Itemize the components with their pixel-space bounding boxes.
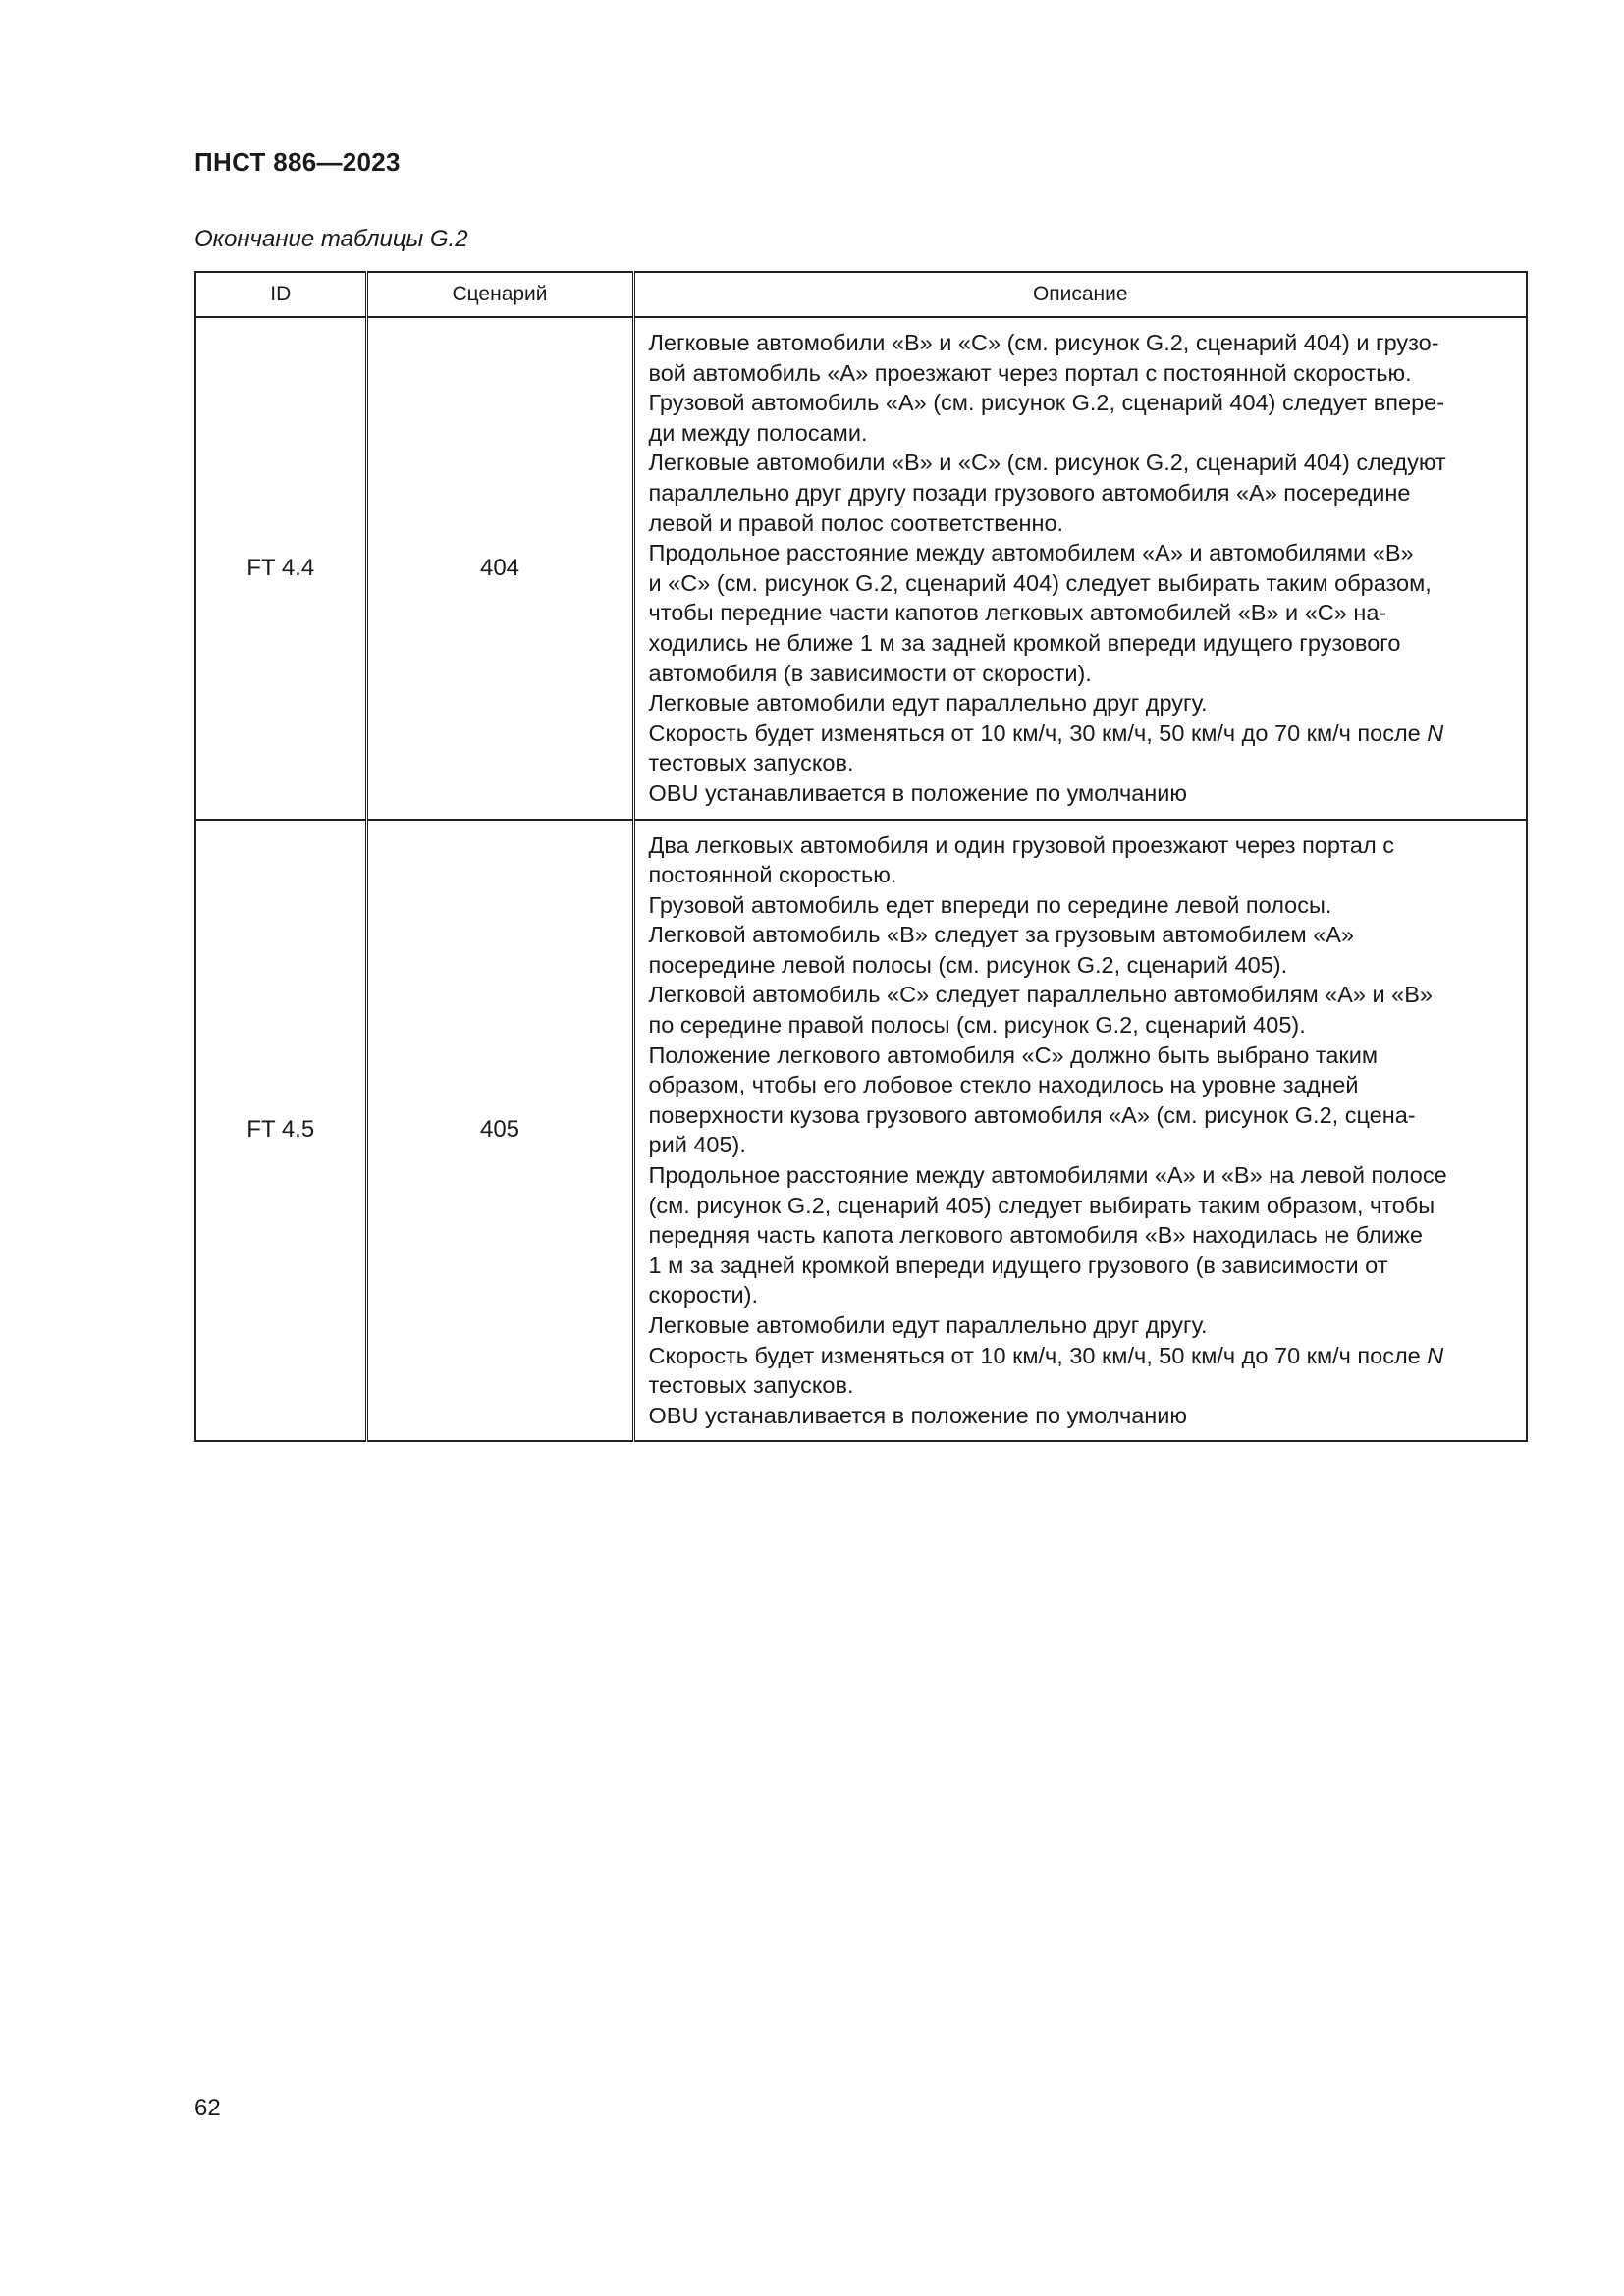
description-line: Скорость будет изменяться от 10 км/ч, 30 км/ч, 50 км/ч до 70 км/ч после N <box>648 1342 1444 1368</box>
row-description-cell <box>633 820 1527 1442</box>
table-header-row <box>195 272 1527 317</box>
description-line: ходились не ближе 1 м за задней кромкой впереди идущего грузового <box>648 629 1401 656</box>
description-line: Легковые автомобили «В» и «С» (см. рисунок G.2, сценарий 404) следуют <box>648 450 1446 476</box>
document-header: ПНСТ 886—2023 <box>194 147 401 177</box>
description-line: посередине левой полосы (см. рисунок G.2, сценарий 405). <box>648 951 1288 978</box>
column-header-id: ID <box>195 272 366 317</box>
description-line: OBU устанавливается в положение по умолчанию <box>648 779 1187 806</box>
table-row <box>195 820 1527 1442</box>
scenario-table <box>194 271 1528 1442</box>
row-id-cell: FT 4.5 <box>195 820 366 1442</box>
description-line: Легковые автомобили «В» и «С» (см. рисунок G.2, сценарий 404) и грузо- <box>648 330 1439 355</box>
description-line: и «С» (см. рисунок G.2, сценарий 404) следует выбирать таким образом, <box>648 569 1432 596</box>
description-line: Продольное расстояние между автомобилем «А» и автомобилями «В» <box>648 540 1414 566</box>
description-line: чтобы передние части капотов легковых автомобилей «В» и «С» на- <box>648 600 1387 626</box>
description-line: тестовых запусков. <box>648 750 854 776</box>
description-line: автомобиля (в зависимости от скорости). <box>648 660 1092 686</box>
description-line: 1 м за задней кромкой впереди идущего грузового (в зависимости от <box>648 1252 1388 1278</box>
page-number: 62 <box>194 2095 221 2121</box>
description-line: Грузовой автомобиль «А» (см. рисунок G.2, сценарий 404) следует впере- <box>648 390 1445 416</box>
description-line: Положение легкового автомобиля «С» должно быть выбрано таким <box>648 1041 1378 1068</box>
description-line: Продольное расстояние между автомобилями «А» и «В» на левой полосе <box>648 1162 1447 1189</box>
description-line: Два легковых автомобиля и один грузовой проезжают через портал с <box>648 831 1394 858</box>
description-line: поверхности кузова грузового автомобиля «А» (см. рисунок G.2, сцена- <box>648 1101 1416 1128</box>
description-line: Легковой автомобиль «В» следует за грузовым автомобилем «А» <box>648 922 1355 948</box>
description-line: Легковые автомобили едут параллельно друг другу. <box>648 1312 1208 1338</box>
column-header-description: Описание <box>633 272 1527 317</box>
column-header-scenario: Сценарий <box>366 272 633 317</box>
table-row <box>195 317 1527 820</box>
description-line: левой и правой полос соответственно. <box>648 509 1064 536</box>
description-line: постоянной скоростью. <box>648 862 897 888</box>
table-caption: Окончание таблицы G.2 <box>194 226 468 252</box>
description-line: по середине правой полосы (см. рисунок G.2, сценарий 405). <box>648 1012 1306 1039</box>
description-line: передняя часть капота легкового автомобиля «В» находилась не ближе <box>648 1222 1423 1249</box>
row-scenario-cell: 405 <box>366 820 633 1442</box>
description-line: скорости). <box>648 1282 758 1308</box>
row-id-cell: FT 4.4 <box>195 317 366 820</box>
description-line: рий 405). <box>648 1132 746 1158</box>
description-line: вой автомобиль «А» проезжают через портал с постоянной скоростью. <box>648 359 1412 386</box>
description-line: (см. рисунок G.2, сценарий 405) следует выбирать таким образом, чтобы <box>648 1192 1435 1218</box>
description-line: OBU устанавливается в положение по умолчанию <box>648 1402 1187 1428</box>
description-line: Скорость будет изменяться от 10 км/ч, 30 км/ч, 50 км/ч до 70 км/ч после N <box>648 720 1444 746</box>
description-line: образом, чтобы его лобовое стекло находилось на уровне задней <box>648 1072 1359 1098</box>
description-line: Легковой автомобиль «С» следует параллельно автомобилям «А» и «В» <box>648 982 1433 1008</box>
description-line: тестовых запусков. <box>648 1372 854 1399</box>
row-description-cell <box>633 317 1527 820</box>
row-scenario-cell: 404 <box>366 317 633 820</box>
description-line: параллельно друг другу позади грузового автомобиля «А» посередине <box>648 479 1411 506</box>
description-line: Грузовой автомобиль едет впереди по середине левой полосы. <box>648 891 1332 918</box>
description-line: ди между полосами. <box>648 419 868 446</box>
description-line: Легковые автомобили едут параллельно друг другу. <box>648 690 1208 717</box>
